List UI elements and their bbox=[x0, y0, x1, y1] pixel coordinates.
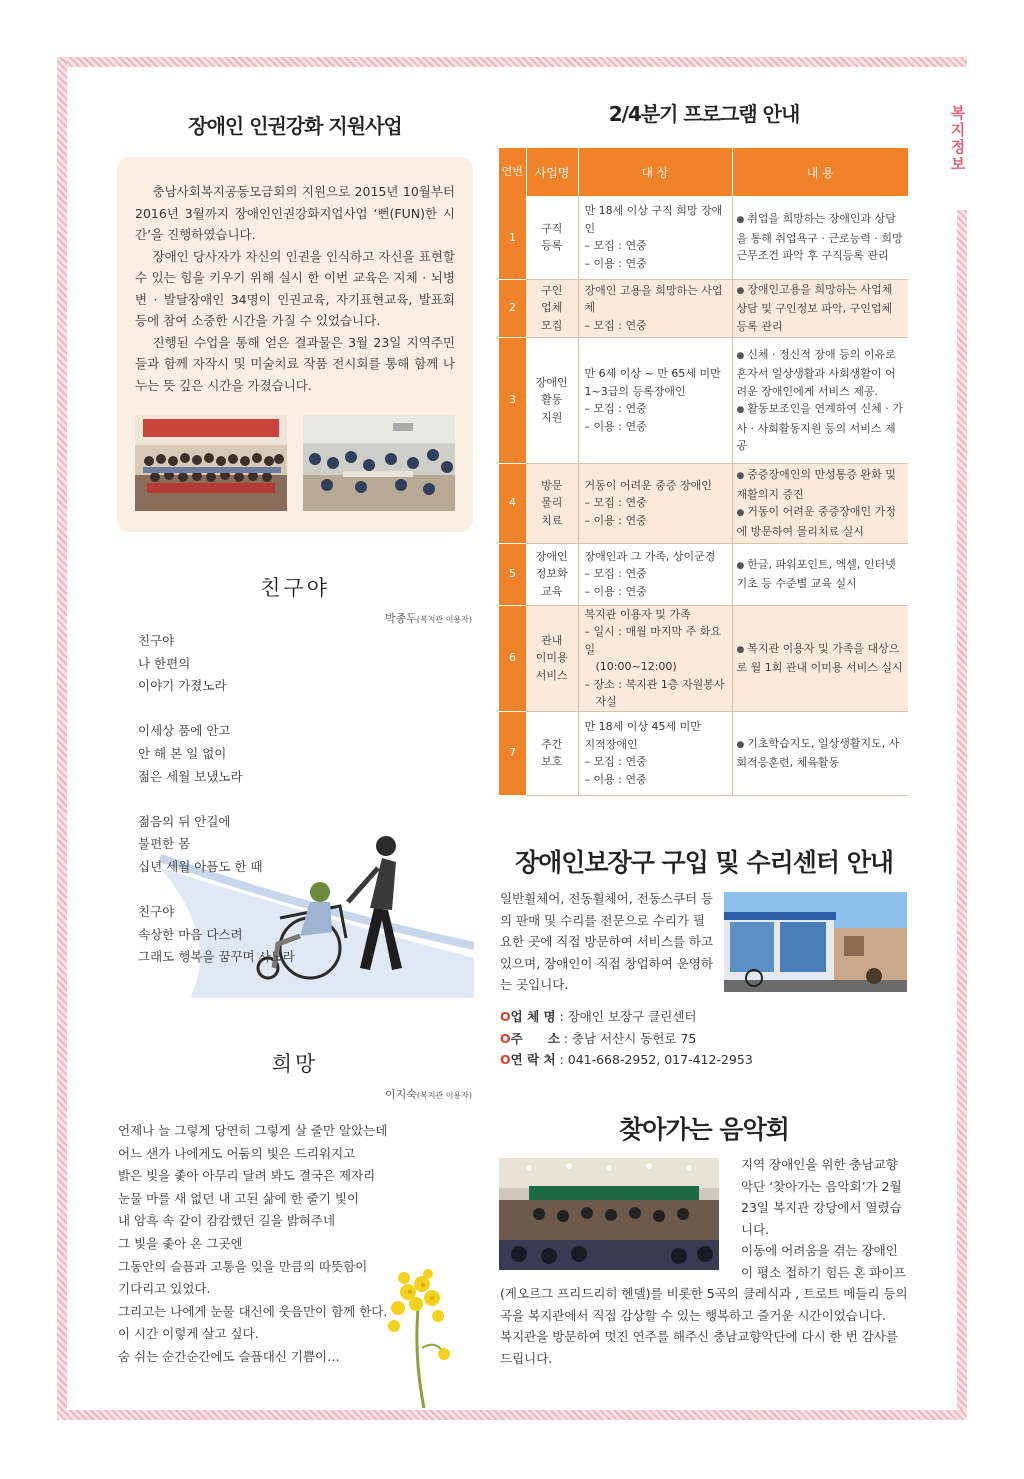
program-row-number: 4 bbox=[499, 463, 526, 543]
program-target-line: 복지관 이용자 및 가족 bbox=[584, 607, 691, 621]
poem1-line: 십년 세월 아픔도 한 때 bbox=[138, 858, 263, 874]
program-target-line: 만 18세 이상 구직 희망 장애인 bbox=[584, 204, 723, 235]
concert-side-line: 23일 복지관 강당에서 열렸습 bbox=[741, 1200, 902, 1215]
program-row-name bbox=[526, 605, 578, 711]
program-row-target bbox=[578, 543, 732, 605]
program-row bbox=[499, 337, 908, 463]
program-name-line: 교육 bbox=[541, 584, 563, 598]
program-row-target bbox=[578, 463, 732, 543]
poem1-line: 이세상 품에 안고 bbox=[138, 723, 231, 739]
program-name-line: 관내 bbox=[541, 633, 563, 647]
program-name-line: 구인 bbox=[541, 283, 563, 297]
program-target-line: – 장소 : 복지관 1층 자원봉사 bbox=[584, 677, 725, 691]
program-row-content bbox=[732, 463, 908, 543]
frame-bottom-border bbox=[57, 1410, 967, 1420]
program-row-name bbox=[526, 463, 578, 543]
program-table bbox=[499, 148, 908, 796]
program-row-content bbox=[732, 605, 908, 711]
program-target-line: 만 6세 이상 ~ 만 65세 미만 bbox=[584, 367, 721, 380]
poem2-line: 어느 샌가 나에게도 어둠의 빛은 드리워지고 bbox=[118, 1145, 356, 1161]
info-label: 연 락 처 bbox=[510, 1052, 556, 1067]
poem1-line: 그래도 행복을 꿈꾸며 사노라 bbox=[138, 949, 295, 965]
poem2-line: 그리고는 나에게 눈물 대신에 웃음만이 함께 한다. bbox=[118, 1303, 388, 1319]
poem1-line bbox=[138, 788, 398, 811]
program-content-item: ● 거동이 어려운 중증장애인 가정에 방문하여 물리치료 실시 bbox=[737, 503, 905, 540]
rights-box bbox=[117, 157, 473, 532]
assistive-info-row bbox=[500, 1049, 908, 1071]
program-name-line: 서비스 bbox=[535, 668, 568, 682]
program-row-target bbox=[578, 711, 732, 795]
poem2-author-note: (복지관 이용자) bbox=[416, 1091, 472, 1100]
program-name-line: 보호 bbox=[541, 755, 563, 768]
info-value: : 충남 서산시 동헌로 75 bbox=[559, 1030, 697, 1046]
poem1-author-name: 박종두 bbox=[384, 612, 417, 625]
program-row-name bbox=[526, 196, 578, 279]
program-content-item: ● 장애인고용을 희망하는 사업체 상담 및 구인정보 파악, 구인업체 등록 관리 bbox=[737, 281, 905, 336]
poem2-line: 그동안의 슬픔과 고통을 잊을 만큼의 따뜻함이 bbox=[118, 1258, 368, 1274]
program-name-line: 활동 bbox=[541, 393, 563, 407]
info-label: 주 소 bbox=[510, 1030, 560, 1046]
info-bullet-mark: O bbox=[500, 1052, 511, 1067]
concert-side-line: 니다. bbox=[741, 1221, 770, 1237]
program-target-line: – 모집 : 연중 bbox=[584, 318, 647, 332]
rights-paragraph: 진행된 수업을 통해 얻은 결과물은 3월 23일 지역주민들과 함께 자작시 및 미술치료 작품 전시회를 통해 함께 나누는 뜻 깊은 시간을 가졌습니다. bbox=[135, 334, 455, 393]
program-content-item: ● 기초학습지도, 일상생활지도, 사회적응훈련, 체육활동 bbox=[737, 735, 905, 772]
program-row-content bbox=[732, 337, 908, 463]
program-row-number: 7 bbox=[499, 711, 526, 795]
program-name-line: 정보화 bbox=[535, 567, 568, 581]
program-name-line: 장애인 bbox=[535, 549, 568, 563]
concert-full-line: 곡을 복지관에서 직접 감상할 수 있는 행복하고 즐거운 시간이었습니다. bbox=[500, 1307, 886, 1323]
program-target-line: 만 18세 이상 45세 미만 bbox=[584, 720, 701, 733]
program-target-line: 거동이 어려운 중증 장애인 bbox=[584, 478, 712, 492]
concert-side-line: 악단 ‘찾아가는 음악회’가 2월 bbox=[741, 1178, 902, 1194]
program-row-number: 2 bbox=[499, 279, 526, 337]
concert-full-line: 드립니다. bbox=[500, 1350, 553, 1366]
concert-full-text bbox=[500, 1283, 910, 1369]
program-row-content bbox=[732, 279, 908, 337]
poem1-author bbox=[280, 610, 472, 626]
header-name: 사업명 bbox=[526, 148, 578, 196]
program-target-line: – 모집 : 연중 bbox=[584, 402, 647, 415]
poem1-line: 속상한 마음 다스려 bbox=[138, 926, 243, 942]
concert-full-line: (게오르그 프리드리히 헨델)를 비롯한 5곡의 클레식과 , 트로트 메들리 등의 bbox=[500, 1286, 908, 1301]
info-label: 업 체 명 bbox=[510, 1009, 556, 1024]
poem2-line: 내 암흑 속 같이 캄캄했던 길을 밝혀주네 bbox=[118, 1213, 336, 1229]
rights-paragraph: 장애인 당사자가 자신의 인권을 인식하고 자신을 표현할 수 있는 힘을 키우기 위해 실시 한 이번 교육은 지체 · 뇌병변 · 발달장애인 34명이 인권교육, 자기표현교육, 발표회 등에 참여 소중한 시간을 가질 수 있었습니다. bbox=[135, 248, 455, 328]
assistive-info bbox=[500, 1006, 908, 1071]
program-row bbox=[499, 196, 908, 279]
info-bullet-mark: O bbox=[500, 1009, 511, 1024]
poem1-line: 안 해 본 일 없이 bbox=[138, 745, 227, 761]
program-content-item: ● 복지관 이용자 및 가족을 대상으로 월 1회 관내 이미용 서비스 실시 bbox=[737, 640, 905, 677]
rights-photo-class bbox=[303, 415, 455, 511]
poem1-line: 친구야 bbox=[138, 904, 175, 920]
program-name-line: 등록 bbox=[541, 239, 563, 253]
program-content-item: ● 한글, 파워포인트, 엑셀, 인터넷 기초 등 수준별 교육 실시 bbox=[737, 556, 905, 593]
program-name-line: 모집 bbox=[541, 318, 563, 332]
program-name-line: 구직 bbox=[541, 221, 563, 235]
poem1-line: 이야기 가졌노라 bbox=[138, 678, 227, 694]
program-row-name bbox=[526, 543, 578, 605]
program-target-line: 지적장애인 bbox=[584, 737, 638, 751]
program-row-name bbox=[526, 279, 578, 337]
poem2-line: 그 빛을 좇아 온 그곳엔 bbox=[118, 1235, 243, 1251]
poem1-line: 나 한편의 bbox=[138, 655, 191, 671]
poem2-line: 기다리고 있었다. bbox=[118, 1281, 211, 1297]
section-label bbox=[946, 105, 970, 173]
program-row-number: 6 bbox=[499, 605, 526, 711]
program-row bbox=[499, 279, 908, 337]
program-row-name bbox=[526, 337, 578, 463]
assistive-body-line: 는 곳입니다. bbox=[500, 977, 569, 992]
program-target-line: – 이용 : 연중 bbox=[584, 584, 647, 598]
assistive-body-line: 요한 곳에 직접 방문하여 서비스를 하고 bbox=[500, 934, 714, 949]
info-value: : 041-668-2952, 017-412-2953 bbox=[555, 1052, 753, 1067]
program-row bbox=[499, 605, 908, 711]
program-name-line: 장애인 bbox=[535, 375, 568, 389]
rights-photo-group bbox=[135, 415, 287, 511]
program-target-line: – 모집 : 연중 bbox=[584, 755, 647, 768]
poem2-author-name: 이지숙 bbox=[384, 1088, 417, 1101]
program-row bbox=[499, 711, 908, 795]
rights-text bbox=[135, 181, 455, 396]
section-label-char: 보 bbox=[950, 155, 966, 173]
program-target-line: – 이용 : 연중 bbox=[584, 513, 647, 527]
poem2-author bbox=[280, 1086, 472, 1102]
assistive-info-row bbox=[500, 1006, 908, 1028]
poem1-line bbox=[138, 879, 398, 902]
program-row-number: 5 bbox=[499, 543, 526, 605]
program-target-line: – 모집 : 연중 bbox=[584, 567, 647, 581]
concert-side-line: 이동에 어려움을 겪는 장애인 bbox=[741, 1243, 898, 1258]
program-title: 2/4분기 프로그램 안내 bbox=[608, 102, 800, 126]
assistive-title: 장애인보장구 구입 및 수리센터 안내 bbox=[514, 848, 894, 877]
program-target-line: 자실 bbox=[584, 695, 617, 708]
program-name-line: 방문 bbox=[541, 478, 563, 492]
poem2-line: 밝은 빛을 좇아 아무리 달려 봐도 결국은 제자리 bbox=[118, 1168, 376, 1184]
program-target-line: – 모집 : 연중 bbox=[584, 239, 647, 253]
poem1-line bbox=[138, 698, 398, 721]
program-content-item: ● 취업을 희망하는 장애인과 상담을 통해 취업욕구 · 근로능력 · 희망 근무조건 파악 후 구직등록 관리 bbox=[737, 210, 905, 265]
program-row-target bbox=[578, 337, 732, 463]
poem1-line: 젊은 세월 보냈노라 bbox=[138, 768, 243, 784]
program-row-content bbox=[732, 711, 908, 795]
program-target-line: 장애인 고용을 희망하는 사업체 bbox=[584, 283, 723, 315]
program-content-item: ● 중증장애인의 만성통증 완화 및 재활의지 증진 bbox=[737, 466, 905, 503]
program-name-line: 업체 bbox=[541, 301, 563, 315]
concert-side-line: 이 평소 접하기 힘든 혼 파이프 bbox=[741, 1264, 906, 1280]
program-target-line: (10:00~12:00) bbox=[584, 660, 677, 673]
program-target-line: – 이용 : 연중 bbox=[584, 772, 647, 786]
assistive-shop-photo bbox=[724, 892, 907, 992]
poem2-title: 희망 bbox=[271, 1052, 319, 1076]
program-table-header bbox=[499, 148, 908, 196]
concert-side-text bbox=[741, 1154, 909, 1283]
concert-full-line: 복지관을 방문하여 멋진 연주를 해주신 충남교향악단에 다시 한 번 감사를 bbox=[500, 1329, 899, 1344]
program-name-line: 주간 bbox=[541, 737, 563, 751]
program-target-line: – 이용 : 연중 bbox=[584, 256, 647, 270]
program-row-number: 1 bbox=[499, 196, 526, 279]
program-target-line: – 모집 : 연중 bbox=[584, 496, 647, 510]
poem1-author-note: (복지관 이용자) bbox=[416, 615, 472, 624]
info-bullet-mark: O bbox=[500, 1030, 511, 1046]
assistive-body-line: 있으며, 장애인이 직접 창업하여 운영하 bbox=[500, 955, 714, 971]
program-name-line: 치료 bbox=[541, 513, 563, 527]
section-label-char: 복 bbox=[950, 104, 966, 122]
poem2-line: 눈물 마를 새 없던 내 고된 삶에 한 줄기 빛이 bbox=[118, 1190, 360, 1206]
poem2-body bbox=[118, 1120, 418, 1369]
program-row-target bbox=[578, 605, 732, 711]
info-value: : 장애인 보장구 클린센터 bbox=[555, 1009, 697, 1024]
rights-paragraph: 충남사회복지공동모금회의 지원으로 2015년 10월부터 2016년 3월까지 장애인인권강화지업사업 ‘뻔(FUN)한 시간’을 진행하였습니다. bbox=[135, 184, 455, 242]
poem2-line: 숨 쉬는 순간순간에도 슬픔대신 기쁨이… bbox=[118, 1348, 340, 1364]
header-no: 연번 bbox=[499, 148, 526, 196]
program-row-content bbox=[732, 543, 908, 605]
program-name-line: 물리 bbox=[541, 496, 563, 510]
section-label-char: 정 bbox=[950, 138, 966, 156]
frame-top-border bbox=[57, 57, 967, 67]
program-target-line: – 일시 : 매월 마지막 주 화요일 bbox=[584, 625, 721, 656]
program-row-target bbox=[578, 196, 732, 279]
frame-left-border bbox=[57, 57, 67, 1420]
program-row-target bbox=[578, 279, 732, 337]
program-row-name bbox=[526, 711, 578, 795]
program-content-item: ● 활동보조인을 연계하여 신체 · 가사 · 사회활동지원 등의 서비스 제공 bbox=[737, 400, 905, 455]
concert-side-line: 지역 장애인을 위한 충남교향 bbox=[741, 1157, 898, 1172]
poem1-body bbox=[138, 630, 398, 969]
concert-title: 찾아가는 음악회 bbox=[619, 1115, 789, 1144]
poem2-line: 이 시간 이렇게 살고 싶다. bbox=[118, 1326, 259, 1342]
assistive-body-line: 의 판매 및 수리를 전문으로 수리가 필 bbox=[500, 912, 705, 928]
program-target-line: – 이용 : 연중 bbox=[584, 419, 647, 433]
program-row-number: 3 bbox=[499, 337, 526, 463]
poem1-title: 친구야 bbox=[260, 576, 330, 600]
program-target-line: 장애인과 그 가족, 상이군경 bbox=[584, 549, 716, 563]
program-name-line: 지원 bbox=[541, 410, 563, 424]
poem1-line: 불편한 몸 bbox=[138, 836, 191, 852]
program-content-item: ● 신체 · 정신적 장애 등의 이유로 혼자서 일상생활과 사회생활이 어려운 장애인에게 서비스 제공. bbox=[737, 346, 905, 401]
poem1-line: 친구야 bbox=[138, 633, 175, 648]
poem1-line: 젊음의 뒤 안길에 bbox=[138, 813, 231, 829]
poem2-line: 언제나 늘 그렇게 당연히 그렇게 살 줄만 알았는데 bbox=[118, 1123, 388, 1138]
header-target: 대 상 bbox=[578, 148, 732, 196]
program-table-wrapper bbox=[499, 148, 908, 796]
assistive-body bbox=[500, 888, 722, 996]
program-row bbox=[499, 463, 908, 543]
program-row bbox=[499, 543, 908, 605]
assistive-body-line: 일반휠체어, 전동휠체어, 전동스쿠터 등 bbox=[500, 891, 714, 906]
program-row-content bbox=[732, 196, 908, 279]
assistive-info-row bbox=[500, 1028, 908, 1050]
header-content: 내 용 bbox=[732, 148, 908, 196]
rights-title: 장애인 인권강화 지원사업 bbox=[188, 114, 402, 138]
program-name-line: 이미용 bbox=[535, 651, 568, 665]
program-target-line: 1~3급의 등록장애인 bbox=[584, 384, 686, 398]
concert-photo bbox=[499, 1158, 719, 1270]
section-label-char: 지 bbox=[950, 121, 966, 139]
frame-right-border bbox=[957, 210, 967, 1420]
